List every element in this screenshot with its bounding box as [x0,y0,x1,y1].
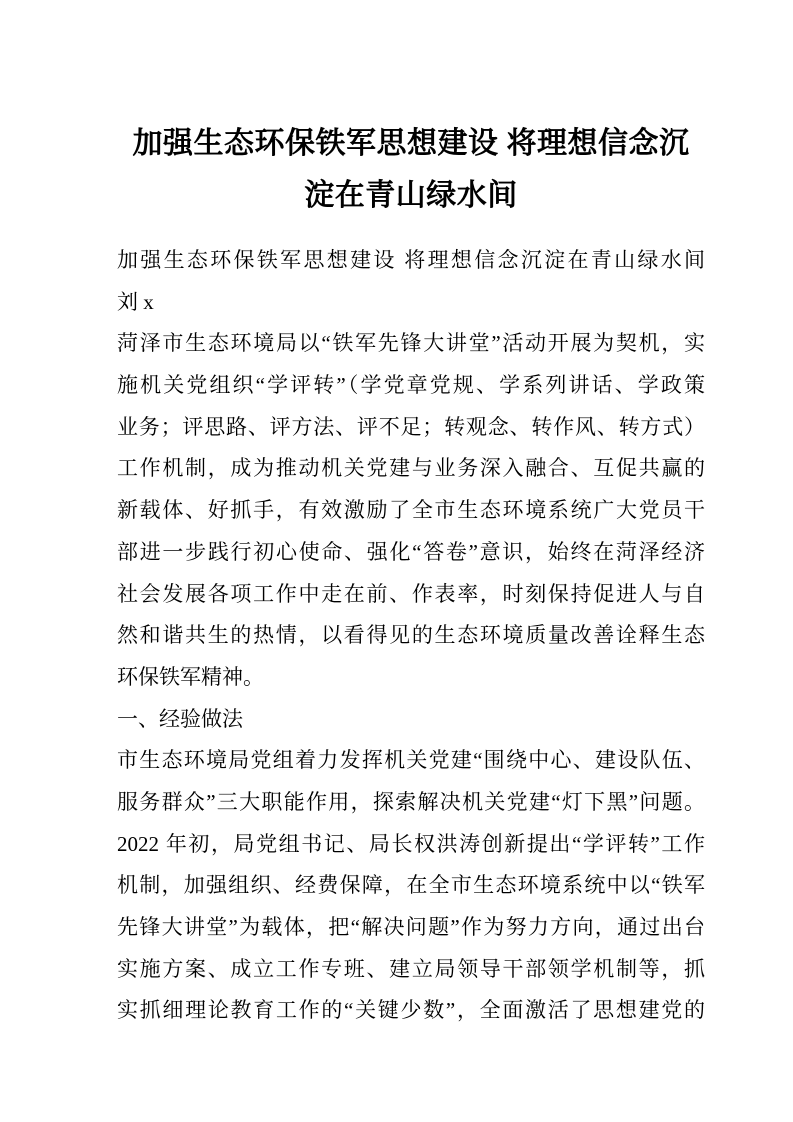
text-line: 先锋大讲堂”为载体，把“解决问题”作为努力方向，通过出台 [117,915,705,939]
text-line: 机制，加强组织、经费保障，在全市生态环境系统中以“铁军 [117,873,705,898]
text-line: 业务；评思路、评方法、评不足；转观念、转作风、转方式） [117,414,705,439]
text-line: 工作机制，成为推动机关党建与业务深入融合、互促共赢的 [117,456,705,481]
text-line: 实施方案、成立工作专班、建立局领导干部领学机制等，抓 [117,956,705,981]
text-line: 菏泽市生态环境局以“铁军先锋大讲堂”活动开展为契机，实 [117,331,705,356]
text-line: 施机关党组织“学评转”（学党章党规、学系列讲话、学政策 [117,373,705,398]
document-title-line: 淀在青山绿水间 [304,179,518,212]
text-line: 服务群众”三大职能作用，探索解决机关党建“灯下黑”问题。 [117,789,705,814]
text-line: 实抓细理论教育工作的“关键少数”，全面激活了思想建党的 [117,998,705,1023]
text-line: 环保铁军精神。 [117,664,264,689]
document-title [117,118,705,222]
text-line: 社会发展各项工作中走在前、作表率，时刻保持促进人与自 [117,581,705,606]
text-line-author: 刘 x [117,289,154,314]
document-body [117,240,705,1032]
text-line: 新载体、好抓手，有效激励了全市生态环境系统广大党员干 [117,498,705,523]
text-line: 加强生态环保铁军思想建设 将理想信念沉淀在青山绿水间 [117,248,705,272]
text-line: 然和谐共生的热情，以看得见的生态环境质量改善诠释生态 [117,623,705,648]
text-line: 2022 年初，局党组书记、局长权洪涛创新提出“学评转”工作 [117,831,705,856]
text-line: 市生态环境局党组着力发挥机关党建“围绕中心、建设队伍、 [117,748,705,773]
section-heading: 一、经验做法 [117,706,243,731]
document-title-line: 加强生态环保铁军思想建设 将理想信念沉 [132,127,690,160]
text-line: 部进一步践行初心使命、强化“答卷”意识，始终在菏泽经济 [117,539,705,564]
